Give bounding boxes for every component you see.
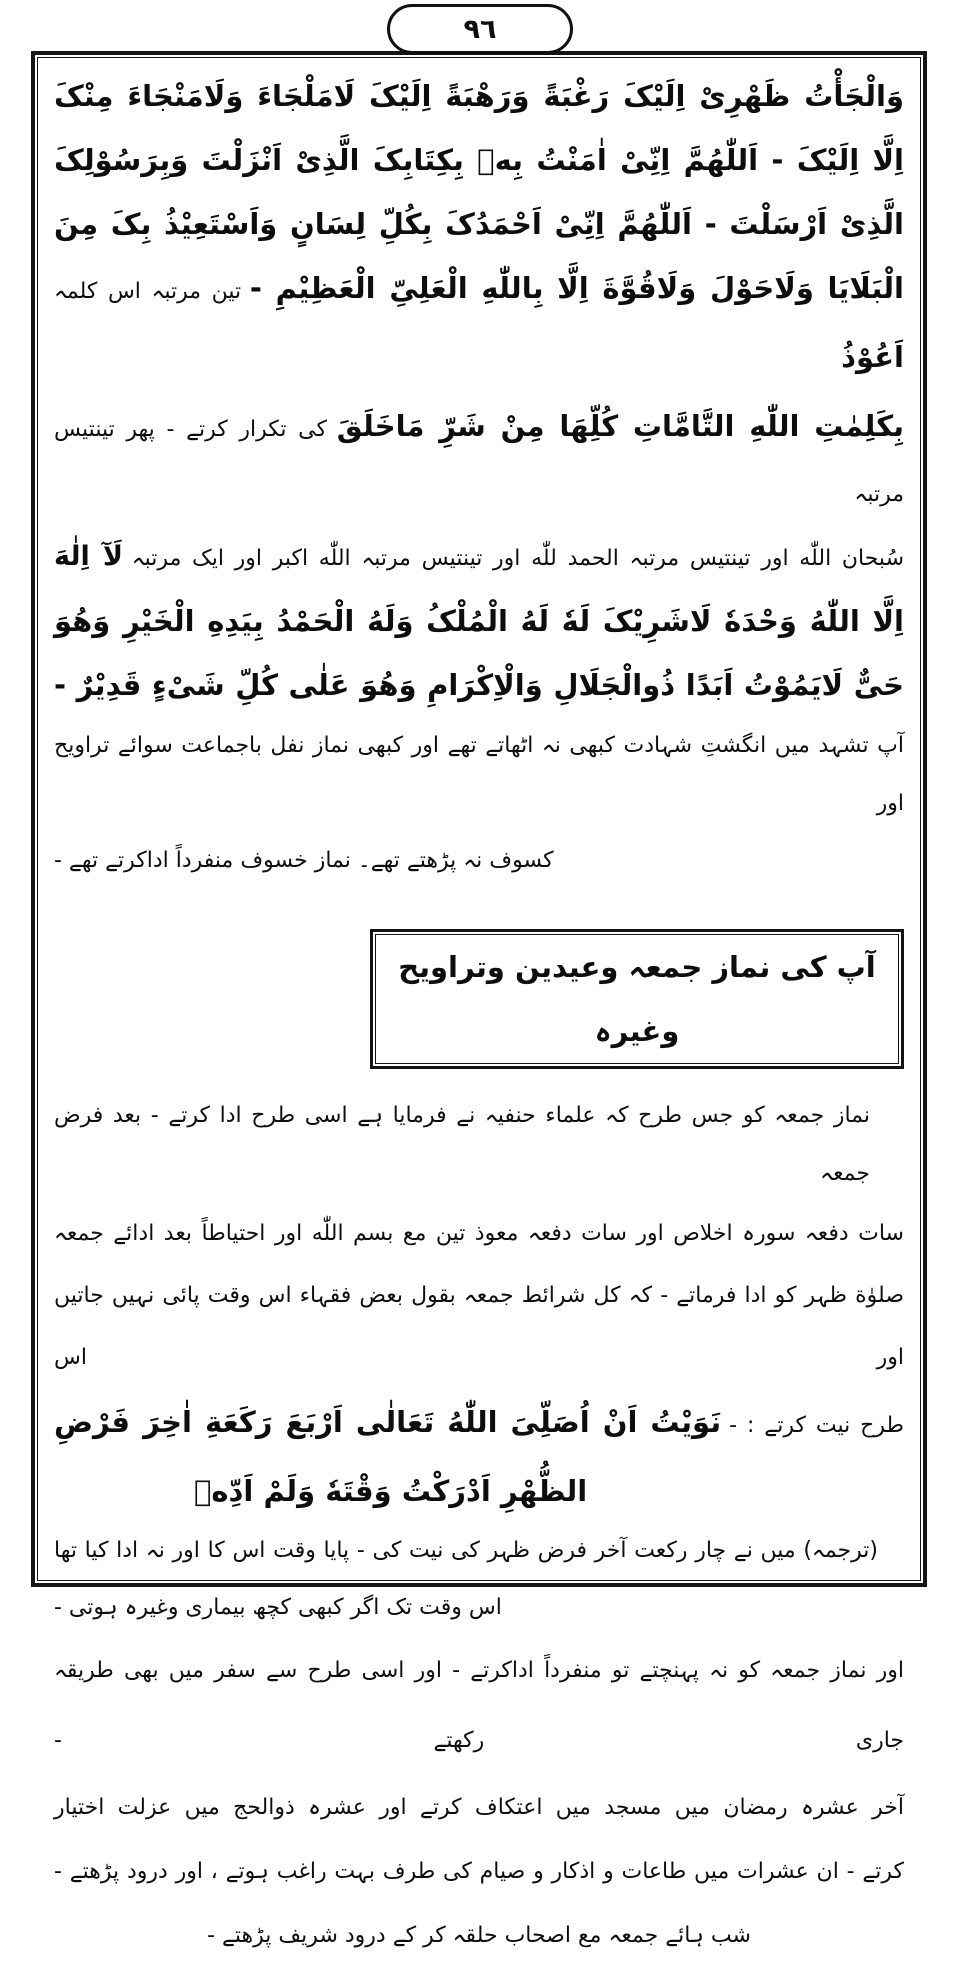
dua-line-1: وَالْجَأْتُ ظَهْرِیْ اِلَیْکَ رَغْبَةً وَرَهْبَةً اِلَیْکَ لَامَلْجَاءَ وَلَامَنْجَاءَ مِنْکَ (54, 79, 904, 113)
durood-line: شب ہائے جمعہ مع اصحاب حلقہ کر کے درود شریف پڑھتے - (207, 1923, 751, 1948)
itikaf-paragraph-line-2: کرتے - ان عشرات میں طاعات و اذکار و صیام کی طرف بہت راغب ہوتے ، اور درود پڑھتے - (54, 1859, 904, 1884)
page-border-frame (31, 51, 927, 1948)
jumma-paragraph-line-6: اور نماز جمعہ کو نہ پہنچتے تو منفرداً اداکرتے - اور اسی طرح سے سفر میں بھی طریقہ جاری رکھتے - (54, 1658, 904, 1753)
dua-line-7: اِلَّا اللّٰهُ وَحْدَهٗ لَاشَرِیْکَ لَهٗ لَهُ الْمُلْکُ وَلَهُ الْحَمْدُ بِیَدِهِ الْخَیْرِ وَهُوَ (54, 604, 904, 638)
arabic-segment: بِکَلِمٰتِ اللّٰهِ التَّامَّاتِ کُلِّهَا مِنْ شَرِّ مَاخَلَقَ (336, 409, 904, 443)
page-number-badge (387, 4, 573, 54)
dua-line-3: الَّذِیْ اَرْسَلْتَ - اَللّٰهُمَّ اِنِّیْ اَحْمَدُکَ بِکُلِّ لِسَانٍ وَاَسْتَعِیْذُ بِکَ مِنَ (54, 207, 904, 241)
urdu-segment: تین مرتبہ اس کلمہ (54, 279, 242, 304)
jumma-paragraph-line-2: سات دفعہ سورہ اخلاص اور سات دفعہ معوذ تین مع بسم اللّٰه اور احتیاطاً بعد ادائے جمعہ (54, 1221, 904, 1246)
arabic-segment: اَعُوْذُ (841, 340, 904, 374)
dua-line-5 (54, 394, 904, 528)
tashahhud-paragraph-line-1: آپ تشہد میں انگشتِ شہادت کبھی نہ اٹھاتے تھے اور کبھی نماز نفل باجماعت سوائے تراویح اور (54, 733, 904, 816)
dua-line-4 (54, 256, 904, 394)
urdu-segment: کی تکرار کرتے - پھر تینتیس مرتبہ (54, 417, 904, 507)
dua-line-6 (54, 528, 904, 589)
page-content (37, 57, 921, 1948)
arabic-segment: لَآ اِلٰهَ (54, 541, 123, 572)
section-heading-title: آپ کی نماز جمعہ وعیدین وتراویح وغیرہ (375, 934, 899, 1064)
arabic-segment: الْبَلَایَا وَلَاحَوْلَ وَلَاقُوَّةَ اِلَّا بِاللّٰهِ الْعَلِیِّ الْعَظِیْمِ - (249, 271, 905, 305)
tashahhud-paragraph-line-2: کسوف نہ پڑھتے تھے۔ نماز خسوف منفرداً اداکرتے تھے - (54, 848, 554, 873)
jumma-paragraph-line-1: نماز جمعہ کو جس طرح کہ علماء حنفیہ نے فرمایا ہے اسی طرح ادا کرتے - بعد فرض جمعہ (54, 1103, 870, 1186)
niyyat-line-1 (54, 1389, 904, 1460)
tarjuma-line-2: اس وقت تک اگر کبھی کچھ بیماری وغیرہ ہوتی - (54, 1595, 502, 1620)
page-number: ٩٦ (463, 13, 497, 45)
itikaf-paragraph-line-1: آخر عشرہ رمضان میں مسجد میں اعتکاف کرتے اور عشرہ ذوالحج میں عزلت اختیار (54, 1795, 904, 1820)
tarjuma-line-1: (ترجمہ) میں نے چار رکعت آخر فرض ظہر کی نیت کی - پایا وقت اس کا اور نہ ادا کیا تھا (54, 1538, 878, 1563)
urdu-segment: سُبحان اللّٰه اور تینتیس مرتبہ الحمد للّٰه اور تینتیس مرتبہ اللّٰه اکبر اور ایک مرتبہ (131, 546, 905, 571)
urdu-segment: طرح نیت کرتے : - (729, 1413, 904, 1438)
jumma-paragraph-line-3: صلوٰة ظہر کو ادا فرماتے - کہ کل شرائط جمعہ بقول بعض فقہاء اس وقت پائی نہیں جاتیں اور اس (54, 1283, 904, 1370)
arabic-segment: نَوَیْتُ اَنْ اُصَلِّیَ اللّٰهُ تَعَالٰی اَرْبَعَ رَکَعَةِ اٰخِرَ فَرْضِ (54, 1405, 722, 1439)
dua-line-8: حَیٌّ لَایَمُوْتُ اَبَدًا ذُوالْجَلَالِ وَالْاِکْرَامِ وَهُوَ عَلٰی کُلِّ شَیْءٍ قَدِیْرٌ - (54, 668, 904, 702)
niyyat-line-2: الظُّهْرِ اَدْرَکْتُ وَقْتَهٗ وَلَمْ اَدِّهٖ (194, 1474, 588, 1508)
dua-line-2: اِلَّا اِلَیْکَ - اَللّٰهُمَّ اِنِّیْ اٰمَنْتُ بِهٖ بِکِتَابِکَ الَّذِیْ اَنْزَلْتَ وَبِرَسُوْلِکَ (54, 143, 904, 177)
section-heading-box (370, 929, 904, 1069)
